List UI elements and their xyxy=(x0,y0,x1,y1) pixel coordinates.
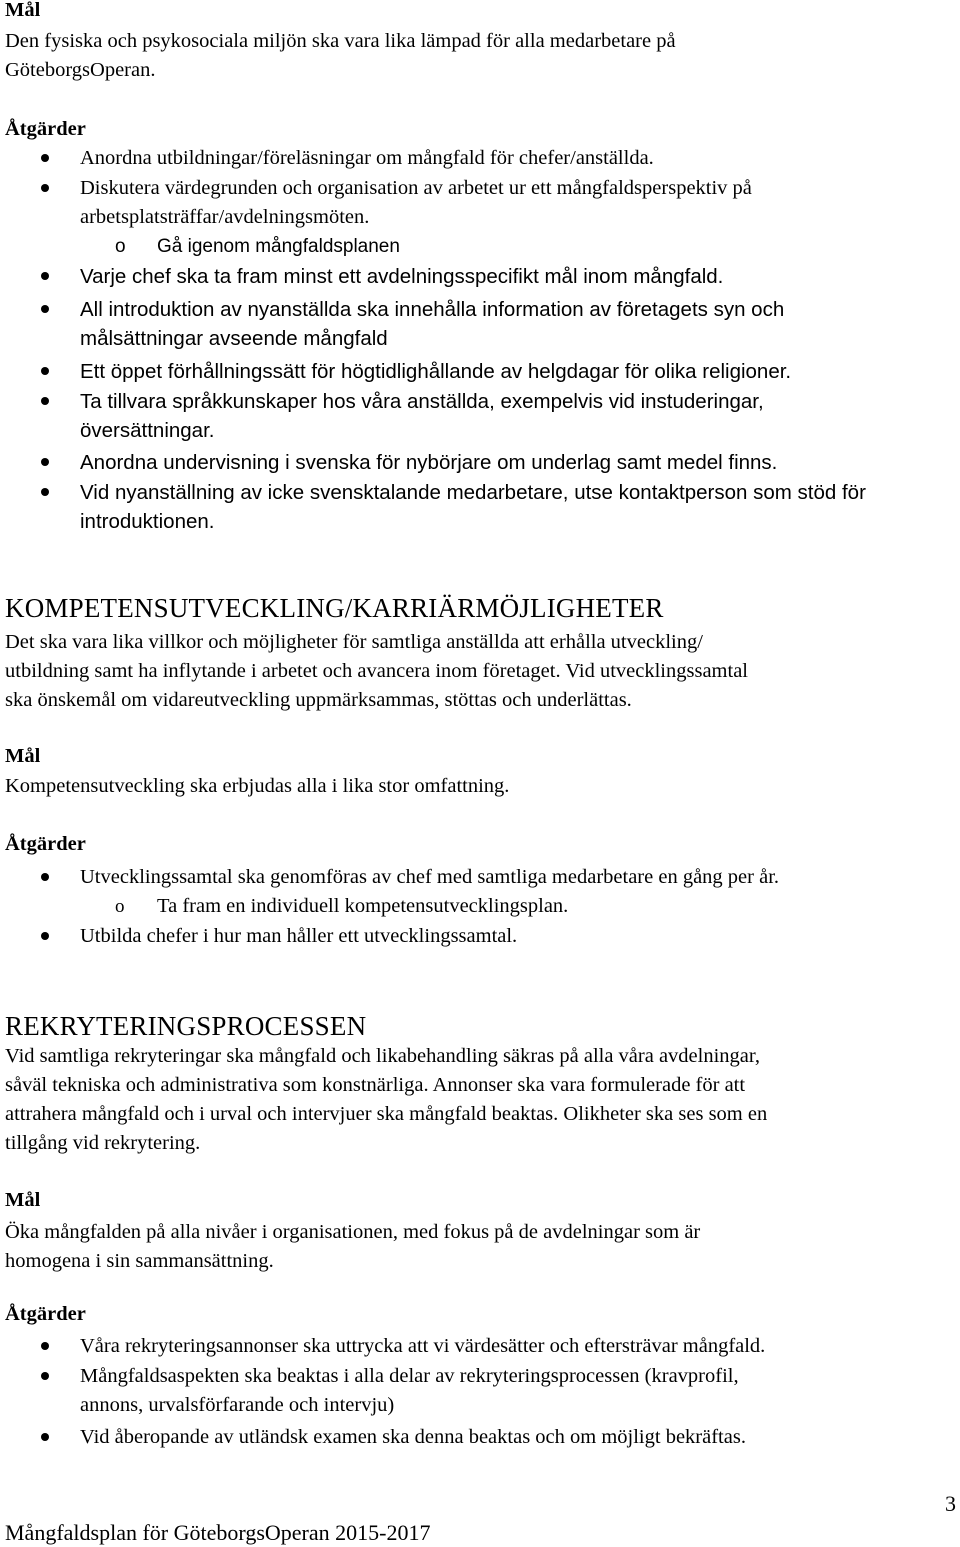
page-number: 3 xyxy=(945,1491,956,1516)
bullet-icon xyxy=(41,397,49,405)
bullet-icon xyxy=(41,154,49,162)
sub-bullet-icon: o xyxy=(115,896,125,917)
list-item: All introduktion av nyanställda ska innehålla information av företagets syn och xyxy=(80,298,785,321)
sub-bullet-icon: o xyxy=(115,236,126,257)
footer-text: Mångfaldsplan för GöteborgsOperan 2015-2017 xyxy=(5,1520,431,1545)
list-item: Mångfaldsaspekten ska beaktas i alla delar av rekryteringsprocessen (kravprofil, xyxy=(80,1365,739,1387)
paragraph-line: ska önskemål om vidareutveckling uppmärksammas, stöttas och underlättas. xyxy=(5,689,632,711)
bullet-icon xyxy=(41,272,49,280)
paragraph-line: tillgång vid rekrytering. xyxy=(5,1132,201,1154)
list-item: Våra rekryteringsannonser ska uttrycka att vi värdesätter och eftersträvar mångfald. xyxy=(80,1335,766,1357)
list-item-continuation: målsättningar avseende mångfald xyxy=(80,327,388,350)
paragraph-line: attrahera mångfald och i urval och intervjuer ska mångfald beaktas. Olikheter ska ses som en xyxy=(5,1103,768,1125)
list-item: Utvecklingssamtal ska genomföras av chef med samtliga medarbetare en gång per år. xyxy=(80,866,780,888)
atgarder-heading: Åtgärder xyxy=(5,833,86,855)
list-item: Vid nyanställning av icke svensktalande medarbetare, utse kontaktperson som stöd för xyxy=(80,481,866,504)
bullet-icon xyxy=(41,1372,49,1380)
mal-text-line: Öka mångfalden på alla nivåer i organisationen, med fokus på de avdelningar som är xyxy=(5,1221,701,1243)
bullet-icon xyxy=(41,488,49,496)
sub-list-item: Ta fram en individuell kompetensutvecklingsplan. xyxy=(157,895,569,917)
mal-heading: Mål xyxy=(5,1189,41,1211)
paragraph-line: Det ska vara lika villkor och möjligheter för samtliga anställda att erhålla utveckling/ xyxy=(5,631,703,653)
paragraph-line: såväl tekniska och administrativa som konstnärliga. Annonser ska vara formulerade för att xyxy=(5,1074,746,1096)
list-item-continuation: arbetsplatsträffar/avdelningsmöten. xyxy=(80,206,370,228)
sub-list-item: Gå igenom mångfaldsplanen xyxy=(157,236,400,257)
mal-heading: Mål xyxy=(5,745,41,767)
section-heading: KOMPETENSUTVECKLING/KARRIÄRMÖJLIGHETER xyxy=(5,593,664,623)
list-item-continuation: introduktionen. xyxy=(80,510,215,533)
bullet-icon xyxy=(41,1342,49,1350)
bullet-icon xyxy=(41,932,49,940)
list-item: Ta tillvara språkkunskaper hos våra anställda, exempelvis vid instuderingar, xyxy=(80,390,764,413)
bullet-icon xyxy=(41,1433,49,1441)
list-item: Anordna undervisning i svenska för nybörjare om underlag samt medel finns. xyxy=(80,451,778,474)
bullet-icon xyxy=(41,184,49,192)
list-item: Ett öppet förhållningssätt för högtidlighållande av helgdagar för olika religioner. xyxy=(80,360,792,383)
list-item: Diskutera värdegrunden och organisation av arbetet ur ett mångfaldsperspektiv på xyxy=(80,177,752,199)
section-heading: REKRYTERINGSPROCESSEN xyxy=(5,1011,367,1041)
mal-text-line: Den fysiska och psykosociala miljön ska vara lika lämpad för alla medarbetare på xyxy=(5,30,676,52)
mal-text: Kompetensutveckling ska erbjudas alla i lika stor omfattning. xyxy=(5,775,510,797)
mal-heading: Mål xyxy=(5,0,41,21)
paragraph-line: utbildning samt ha inflytande i arbetet och avancera inom företaget. Vid utvecklingssamtal xyxy=(5,660,748,682)
bullet-icon xyxy=(41,367,49,375)
list-item: Varje chef ska ta fram minst ett avdelningsspecifikt mål inom mångfald. xyxy=(80,265,724,288)
paragraph-line: Vid samtliga rekryteringar ska mångfald och likabehandling säkras på alla våra avdelningar, xyxy=(5,1045,761,1067)
bullet-icon xyxy=(41,305,49,313)
mal-text-line: GöteborgsOperan. xyxy=(5,59,156,81)
atgarder-heading: Åtgärder xyxy=(5,118,86,140)
list-item-continuation: annons, urvalsförfarande och intervju) xyxy=(80,1394,395,1416)
list-item: Vid åberopande av utländsk examen ska denna beaktas och om möjligt bekräftas. xyxy=(80,1426,746,1448)
list-item-continuation: översättningar. xyxy=(80,419,215,442)
atgarder-heading: Åtgärder xyxy=(5,1303,86,1325)
list-item: Anordna utbildningar/föreläsningar om mångfald för chefer/anställda. xyxy=(80,147,654,169)
list-item: Utbilda chefer i hur man håller ett utvecklingssamtal. xyxy=(80,925,518,947)
bullet-icon xyxy=(41,458,49,466)
mal-text-line: homogena i sin sammansättning. xyxy=(5,1250,274,1272)
bullet-icon xyxy=(41,873,49,881)
